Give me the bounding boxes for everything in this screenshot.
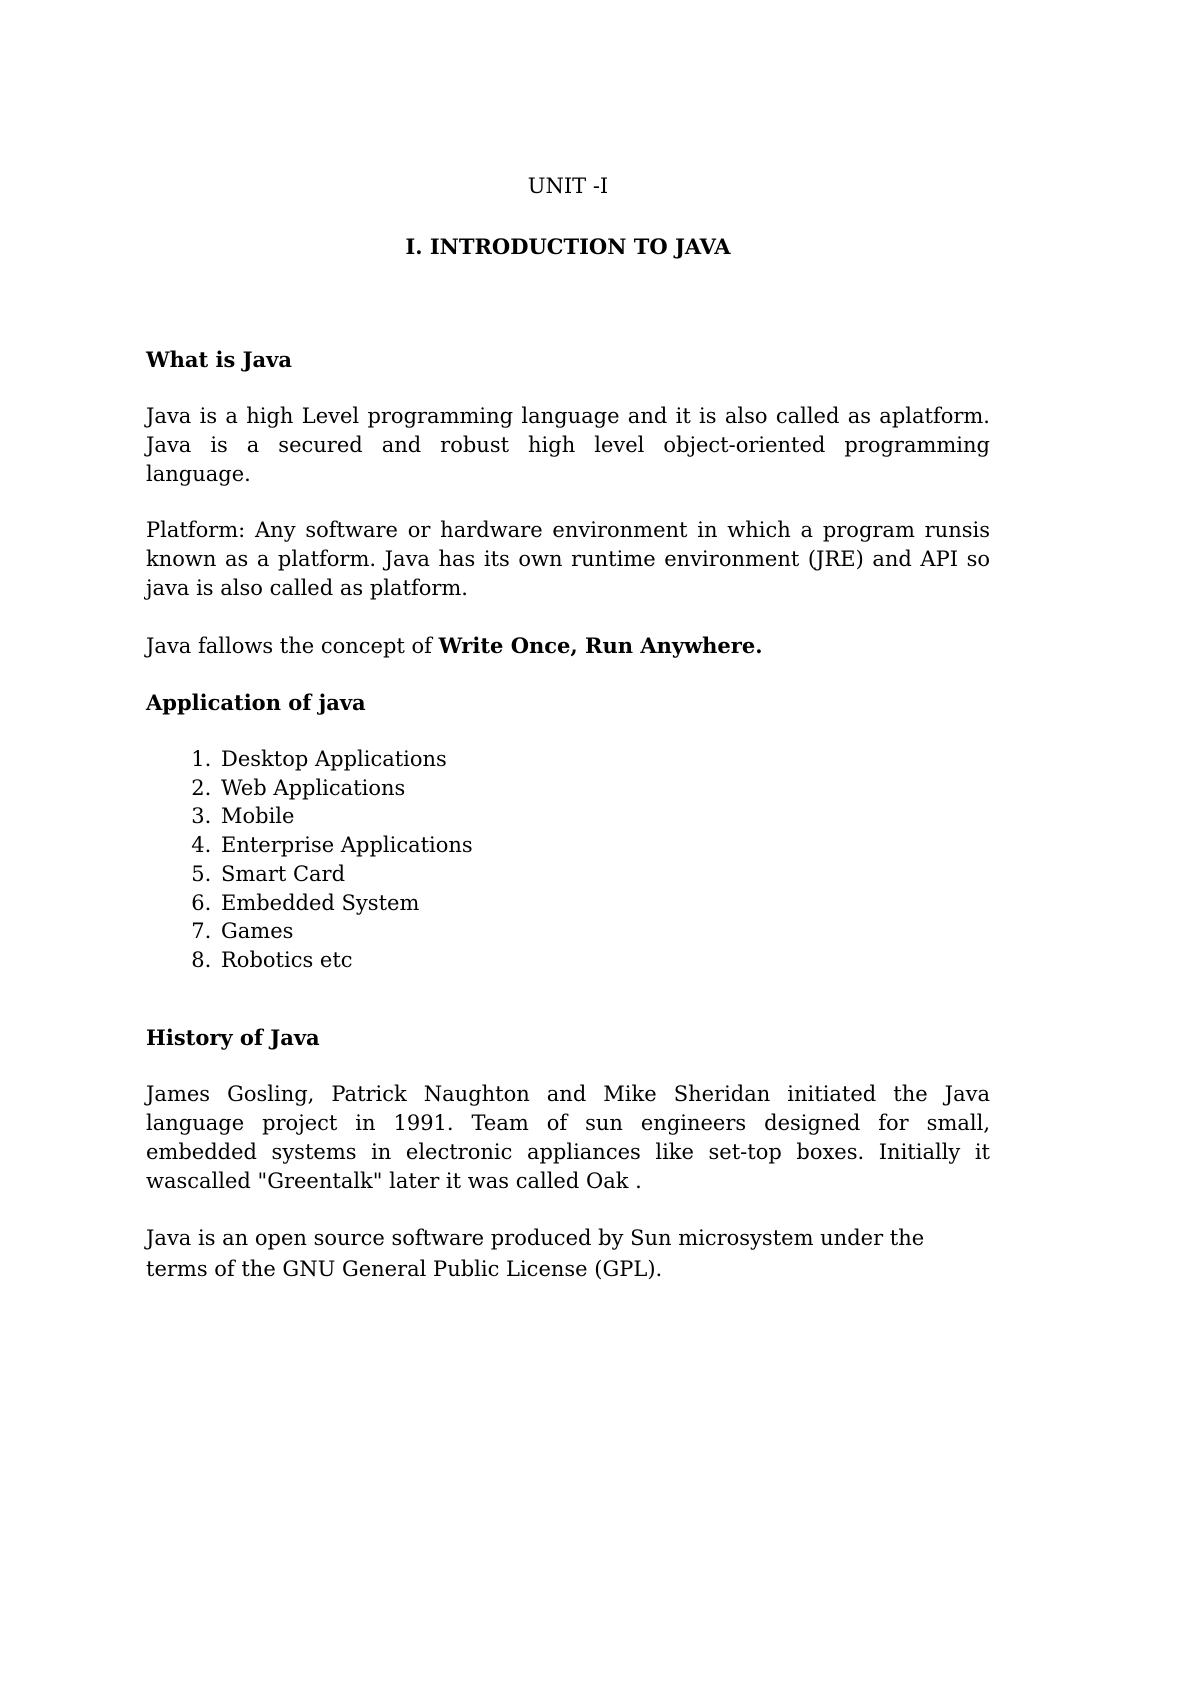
- heading-history: History of Java: [146, 1025, 320, 1050]
- list-item: 4. Enterprise Applications: [218, 831, 1062, 860]
- paragraph-platform: Platform: Any software or hardware environment in which a program runsis known as a platform. Java has its own runtime environment (JRE) and API so java is also called as platform.: [146, 518, 990, 600]
- list-item: 6. Embedded System: [218, 889, 1062, 918]
- list-item: 5. Smart Card: [218, 860, 1062, 889]
- paragraph-write-once: [146, 631, 990, 661]
- write-once-motto: Write Once, Run Anywhere.: [438, 633, 763, 658]
- paragraph-java-definition: Java is a high Level programming language and it is also called as aplatform. Java is a secured and robust high level object-oriented programming language.: [146, 404, 990, 486]
- main-title: I. INTRODUCTION TO JAVA: [405, 234, 731, 259]
- list-item: 1. Desktop Applications: [218, 745, 1062, 774]
- list-item: 7. Games: [218, 917, 1062, 946]
- heading-what-is-java: What is Java: [146, 347, 292, 372]
- write-once-prefix: Java fallows the concept of: [146, 634, 439, 658]
- applications-list: [146, 745, 1062, 975]
- heading-applications: Application of java: [146, 690, 366, 715]
- list-item: 3. Mobile: [218, 802, 1062, 831]
- list-item: 8. Robotics etc: [218, 946, 1062, 975]
- list-item: 2. Web Applications: [218, 774, 1062, 803]
- document-page: [146, 0, 990, 1698]
- unit-title: UNIT -I: [527, 174, 609, 198]
- paragraph-history: James Gosling, Patrick Naughton and Mike Sheridan initiated the Java language project in 1991. Team of sun engineers designed for small, embedded systems in electronic appliances like set-top boxes. Initially it wascalled "Greentalk" later it was called Oak .: [146, 1082, 990, 1193]
- paragraph-open-source: Java is an open source software produced by Sun microsystem under the terms of the GNU General Public License (GPL).: [146, 1226, 925, 1281]
